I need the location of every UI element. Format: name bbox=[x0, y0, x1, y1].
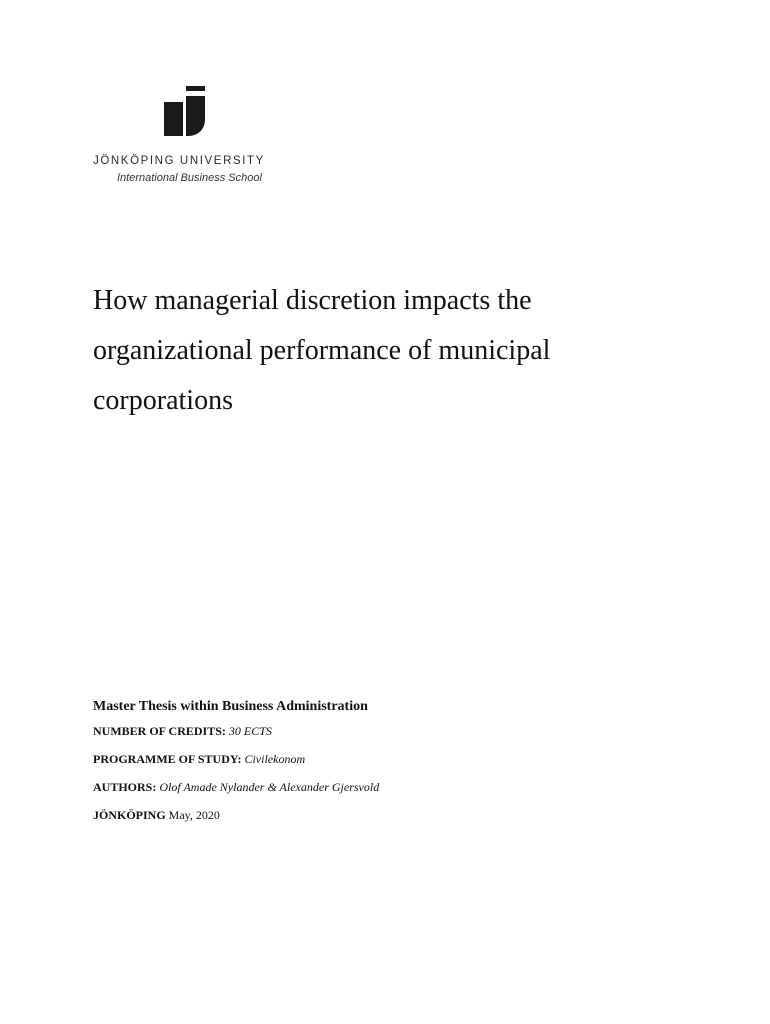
programme-row bbox=[93, 745, 693, 773]
thesis-type: Master Thesis within Business Administration bbox=[93, 699, 368, 714]
credits-row bbox=[93, 717, 693, 745]
university-logo-icon bbox=[164, 86, 208, 138]
place-date-row bbox=[93, 801, 693, 829]
title-line-1: How managerial discretion impacts the bbox=[93, 285, 532, 316]
place-label: JÖNKÖPING bbox=[93, 808, 166, 822]
thesis-info bbox=[93, 697, 693, 829]
authors-value: Olof Amade Nylander & Alexander Gjersvold bbox=[159, 780, 380, 794]
title-line-3: corporations bbox=[93, 385, 233, 416]
school-name: International Business School bbox=[117, 172, 262, 184]
authors-row bbox=[93, 773, 693, 801]
university-name: JÖNKÖPING UNIVERSITY bbox=[93, 155, 265, 167]
credits-value: 30 ECTS bbox=[228, 724, 272, 738]
date-value: May, 2020 bbox=[168, 808, 220, 822]
authors-label: AUTHORS: bbox=[93, 780, 157, 794]
programme-label: PROGRAMME OF STUDY: bbox=[93, 752, 242, 766]
thesis-title bbox=[93, 276, 653, 426]
programme-value: Civilekonom bbox=[244, 752, 306, 766]
credits-label: NUMBER OF CREDITS: bbox=[93, 724, 226, 738]
title-line-2: organizational performance of municipal bbox=[93, 335, 551, 366]
